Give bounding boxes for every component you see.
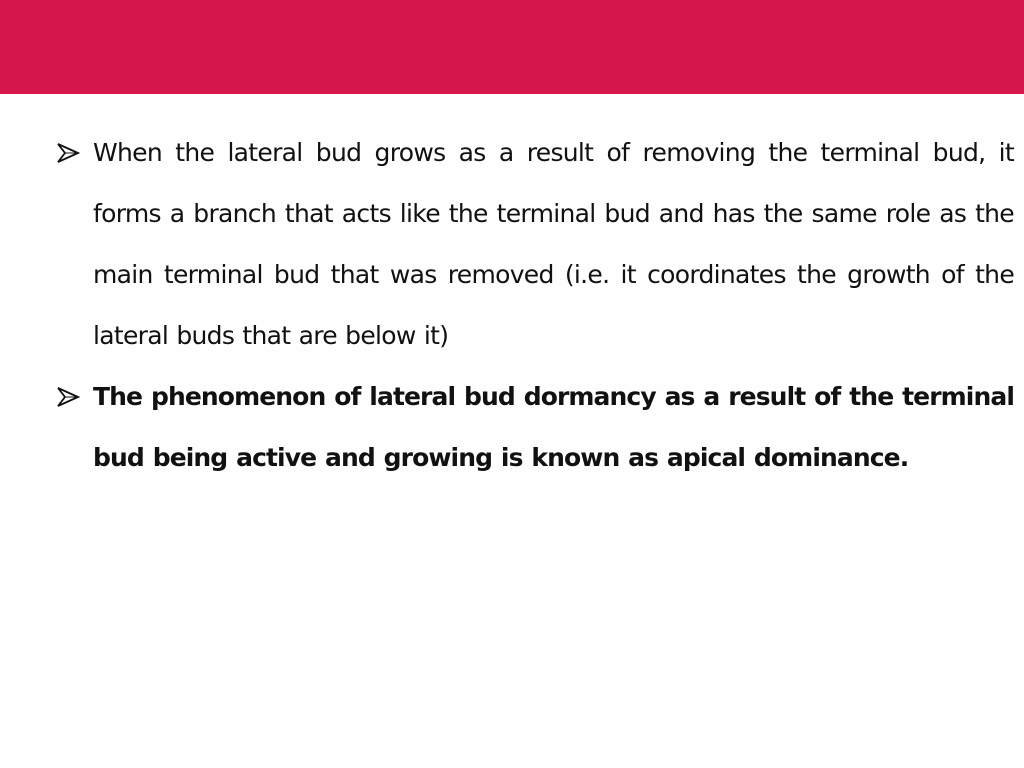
bullet-item-1 bbox=[56, 122, 1014, 366]
header-band bbox=[0, 0, 1024, 94]
bullet-text-1: When the lateral bud grows as a result of removing the terminal bud, it forms a branch that acts like the terminal bud and has the same role as the main terminal bud that was removed (i.e. it coordinates the growth of the lateral buds that are below it) bbox=[93, 138, 1014, 350]
arrowhead-bullet-icon bbox=[56, 142, 80, 164]
slide-content bbox=[56, 122, 1014, 488]
bullet-item-2 bbox=[56, 366, 1014, 488]
bullet-text-2: The phenomenon of lateral bud dormancy as a result of the terminal bud being active and growing is known as apical dominance. bbox=[93, 382, 1014, 472]
arrowhead-bullet-icon bbox=[56, 386, 80, 408]
